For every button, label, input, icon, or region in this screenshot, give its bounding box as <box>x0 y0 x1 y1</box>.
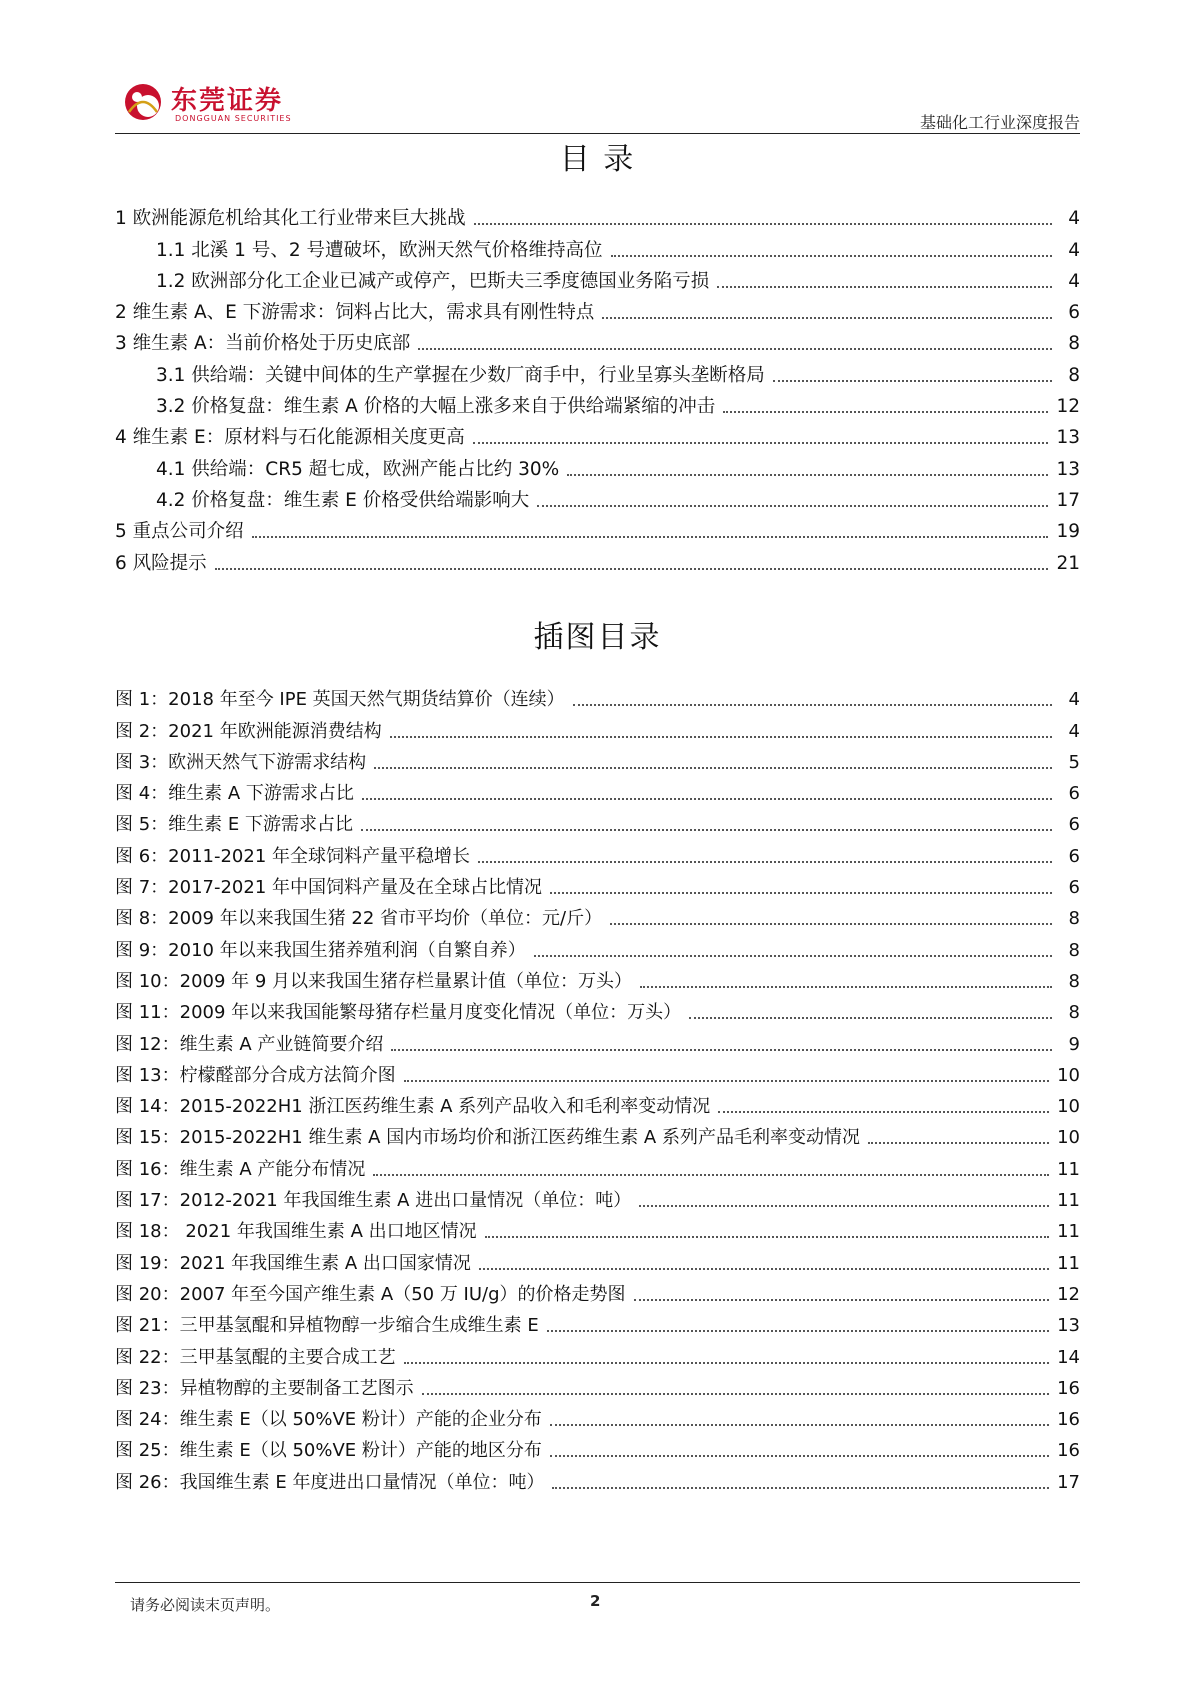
dot-leader <box>404 1362 1049 1364</box>
figure-entry[interactable] <box>115 1213 1080 1244</box>
toc-entry[interactable] <box>115 388 1080 419</box>
toc-entry-page: 12 <box>1056 396 1080 418</box>
figure-entry-label: 图 12：维生素 A 产业链简要介绍 <box>115 1033 384 1055</box>
figure-entry[interactable] <box>115 1025 1080 1056</box>
figure-entry-label: 图 4：维生素 A 下游需求占比 <box>115 783 354 805</box>
toc-entry[interactable] <box>115 231 1080 262</box>
figure-entry[interactable] <box>115 900 1080 931</box>
figure-entry-label: 图 7：2017-2021 年中国饲料产量及在全球占比情况 <box>115 877 543 899</box>
figure-entry[interactable] <box>115 994 1080 1025</box>
figure-entry[interactable] <box>115 712 1080 743</box>
dot-leader <box>723 411 1048 413</box>
figure-entry[interactable] <box>115 1370 1080 1401</box>
figure-entry-label: 图 19：2021 年我国维生素 A 出口国家情况 <box>115 1252 471 1274</box>
figure-entry-page: 8 <box>1068 908 1080 930</box>
toc-entry-page: 4 <box>1068 208 1080 230</box>
figure-entry[interactable] <box>115 931 1080 962</box>
dot-leader <box>773 380 1052 382</box>
figure-entry-label: 图 14：2015-2022H1 浙江医药维生素 A 系列产品收入和毛利率变动情况 <box>115 1096 711 1118</box>
toc-entry-page: 8 <box>1068 364 1080 386</box>
figure-entry-label: 图 10：2009 年 9 月以来我国生猪存栏量累计值（单位：万头） <box>115 970 633 992</box>
dot-leader <box>717 286 1052 288</box>
figure-entry-page: 14 <box>1057 1346 1080 1368</box>
dot-leader <box>404 1080 1049 1082</box>
dot-leader <box>373 1174 1049 1176</box>
brand-name-en: DONGGUAN SECURITIES <box>175 114 292 123</box>
toc-list <box>115 200 1080 576</box>
dot-leader <box>868 1142 1049 1144</box>
figure-entry-label: 图 9：2010 年以来我国生猪养殖利润（自繁自养） <box>115 939 526 961</box>
toc-entry-page: 6 <box>1068 302 1080 324</box>
toc-title: 目 录 <box>559 142 636 177</box>
figure-entry[interactable] <box>115 1338 1080 1369</box>
figure-entry[interactable] <box>115 1088 1080 1119</box>
figure-entry-label: 图 16：维生素 A 产能分布情况 <box>115 1158 366 1180</box>
toc-entry-page: 13 <box>1056 458 1080 480</box>
brand-name-cn: 东莞证券 <box>171 86 284 116</box>
figure-entry-page: 16 <box>1057 1377 1080 1399</box>
dot-leader <box>550 1455 1049 1457</box>
dot-leader <box>361 829 1052 831</box>
toc-entry-page: 19 <box>1056 521 1080 543</box>
figure-entry[interactable] <box>115 1119 1080 1150</box>
brand-logo <box>115 78 315 130</box>
figure-entry-page: 10 <box>1057 1064 1080 1086</box>
figure-entry-label: 图 24：维生素 E（以 50%VE 粉计）产能的企业分布 <box>115 1409 542 1431</box>
toc-entry-page: 4 <box>1068 239 1080 261</box>
figure-entry-label: 图 5：维生素 E 下游需求占比 <box>115 814 353 836</box>
dot-leader <box>479 1268 1049 1270</box>
figure-entry[interactable] <box>115 1401 1080 1432</box>
dot-leader <box>362 798 1052 800</box>
figure-entry[interactable] <box>115 744 1080 775</box>
dot-leader <box>534 955 1052 957</box>
dot-leader <box>474 223 1052 225</box>
figure-entry-page: 8 <box>1068 939 1080 961</box>
toc-entry-label: 2 维生素 A、E 下游需求：饲料占比大，需求具有刚性特点 <box>115 302 595 324</box>
toc-entry[interactable] <box>115 294 1080 325</box>
figure-entry[interactable] <box>115 806 1080 837</box>
figure-entry-label: 图 3：欧洲天然气下游需求结构 <box>115 751 367 773</box>
figure-entry-label: 图 22：三甲基氢醌的主要合成工艺 <box>115 1346 396 1368</box>
figure-entry-page: 11 <box>1057 1158 1080 1180</box>
figure-list-title: 插图目录 <box>533 620 662 655</box>
dot-leader <box>552 1487 1049 1489</box>
dot-leader <box>634 1299 1050 1301</box>
toc-entry-page: 4 <box>1068 270 1080 292</box>
toc-entry-page: 8 <box>1068 333 1080 355</box>
figure-entry-page: 10 <box>1057 1127 1080 1149</box>
dot-leader <box>567 474 1048 476</box>
dot-leader <box>639 1205 1049 1207</box>
dot-leader <box>602 317 1052 319</box>
dot-leader <box>422 1393 1049 1395</box>
figure-entry-label: 图 11：2009 年以来我国能繁母猪存栏量月度变化情况（单位：万头） <box>115 1002 682 1024</box>
figure-entry[interactable] <box>115 837 1080 868</box>
figure-entry[interactable] <box>115 1057 1080 1088</box>
toc-entry-label: 3 维生素 A：当前价格处于历史底部 <box>115 333 411 355</box>
footer-divider <box>115 1582 1080 1583</box>
dot-leader <box>550 892 1052 894</box>
toc-entry[interactable] <box>115 263 1080 294</box>
dot-leader <box>537 505 1048 507</box>
figure-entry-label: 图 6：2011-2021 年全球饲料产量平稳增长 <box>115 845 471 867</box>
figure-entry-page: 4 <box>1068 720 1080 742</box>
figure-entry-label: 图 23：异植物醇的主要制备工艺图示 <box>115 1377 414 1399</box>
figure-entry-page: 6 <box>1068 845 1080 867</box>
dot-leader <box>418 348 1052 350</box>
figure-entry[interactable] <box>115 1432 1080 1463</box>
figure-entry-label: 图 1：2018 年至今 IPE 英国天然气期货结算价（连续） <box>115 689 565 711</box>
figure-entry-page: 9 <box>1068 1033 1080 1055</box>
figure-entry[interactable] <box>115 869 1080 900</box>
dot-leader <box>390 736 1052 738</box>
dot-leader <box>374 767 1052 769</box>
figure-entry-label: 图 8：2009 年以来我国生猪 22 省市平均价（单位：元/斤） <box>115 908 603 930</box>
figure-entry-page: 6 <box>1068 783 1080 805</box>
figure-entry-page: 16 <box>1057 1440 1080 1462</box>
figure-entry-label: 图 20：2007 年至今国产维生素 A（50 万 IU/g）的价格走势图 <box>115 1283 626 1305</box>
toc-entry-label: 5 重点公司介绍 <box>115 521 244 543</box>
figure-entry-label: 图 25：维生素 E（以 50%VE 粉计）产能的地区分布 <box>115 1440 542 1462</box>
page-header <box>115 78 1080 134</box>
toc-entry-page: 17 <box>1056 489 1080 511</box>
figure-entry[interactable] <box>115 1463 1080 1494</box>
dot-leader <box>473 442 1049 444</box>
report-type: 基础化工行业深度报告 <box>919 113 1080 132</box>
toc-entry-page: 13 <box>1056 427 1080 449</box>
dot-leader <box>478 861 1052 863</box>
toc-entry[interactable] <box>115 482 1080 513</box>
figure-entry-page: 6 <box>1068 877 1080 899</box>
figure-entry[interactable] <box>115 963 1080 994</box>
dot-leader <box>573 704 1052 706</box>
figure-entry-label: 图 21：三甲基氢醌和异植物醇一步缩合生成维生素 E <box>115 1315 539 1337</box>
figure-entry-page: 5 <box>1068 751 1080 773</box>
toc-entry-page: 21 <box>1056 552 1080 574</box>
dot-leader <box>640 986 1052 988</box>
dot-leader <box>550 1424 1049 1426</box>
figure-entry-page: 17 <box>1057 1471 1080 1493</box>
dot-leader <box>215 568 1049 570</box>
toc-entry-label: 1 欧洲能源危机给其化工行业带来巨大挑战 <box>115 208 466 230</box>
toc-entry-label: 4.1 供给端：CR5 超七成，欧洲产能占比约 30% <box>156 458 560 480</box>
toc-entry-label: 3.1 供给端：关键中间体的生产掌握在少数厂商手中，行业呈寡头垄断格局 <box>156 364 765 386</box>
toc-entry[interactable] <box>115 419 1080 450</box>
dot-leader <box>252 536 1049 538</box>
figure-entry[interactable] <box>115 1244 1080 1275</box>
figure-entry-page: 13 <box>1057 1315 1080 1337</box>
dot-leader <box>547 1330 1049 1332</box>
figure-entry-label: 图 17：2012-2021 年我国维生素 A 进出口量情况（单位：吨） <box>115 1190 632 1212</box>
figure-entry-page: 8 <box>1068 970 1080 992</box>
figure-entry-label: 图 15：2015-2022H1 维生素 A 国内市场均价和浙江医药维生素 A 系列产品毛利率变动情况 <box>115 1127 860 1149</box>
figure-entry-label: 图 2：2021 年欧洲能源消费结构 <box>115 720 382 742</box>
brand-logo-icon <box>123 82 163 122</box>
dot-leader <box>718 1111 1049 1113</box>
toc-entry[interactable] <box>115 450 1080 481</box>
toc-entry[interactable] <box>115 513 1080 544</box>
figure-entry-label: 图 13：柠檬醛部分合成方法简介图 <box>115 1064 396 1086</box>
figure-entry-page: 4 <box>1068 689 1080 711</box>
dot-leader <box>610 923 1052 925</box>
figure-entry[interactable] <box>115 1276 1080 1307</box>
figure-entry-label: 图 18： 2021 年我国维生素 A 出口地区情况 <box>115 1221 477 1243</box>
figure-entry[interactable] <box>115 1307 1080 1338</box>
toc-entry-label: 3.2 价格复盘：维生素 A 价格的大幅上涨多来自于供给端紧缩的冲击 <box>156 396 716 418</box>
figure-entry[interactable] <box>115 775 1080 806</box>
toc-entry-label: 4.2 价格复盘：维生素 E 价格受供给端影响大 <box>156 489 530 511</box>
figure-entry-page: 11 <box>1057 1252 1080 1274</box>
toc-entry-label: 1.1 北溪 1 号、2 号遭破坏，欧洲天然气价格维持高位 <box>156 239 603 261</box>
toc-entry-label: 6 风险提示 <box>115 552 207 574</box>
figure-entry-page: 11 <box>1057 1190 1080 1212</box>
dot-leader <box>689 1017 1052 1019</box>
figure-list <box>115 681 1080 1495</box>
figure-entry[interactable] <box>115 681 1080 712</box>
toc-entry[interactable] <box>115 200 1080 231</box>
figure-entry[interactable] <box>115 1182 1080 1213</box>
figure-entry-page: 16 <box>1057 1409 1080 1431</box>
toc-entry[interactable] <box>115 356 1080 387</box>
toc-entry-label: 1.2 欧洲部分化工企业已减产或停产，巴斯夫三季度德国业务陷亏损 <box>156 270 710 292</box>
footer-disclaimer: 请务必阅读末页声明。 <box>130 1596 281 1614</box>
dot-leader <box>391 1049 1052 1051</box>
figure-entry-label: 图 26：我国维生素 E 年度进出口量情况（单位：吨） <box>115 1471 545 1493</box>
dot-leader <box>485 1236 1049 1238</box>
figure-entry[interactable] <box>115 1150 1080 1181</box>
dot-leader <box>611 255 1053 257</box>
figure-entry-page: 6 <box>1068 814 1080 836</box>
toc-entry[interactable] <box>115 544 1080 575</box>
toc-entry-label: 4 维生素 E：原材料与石化能源相关度更高 <box>115 427 465 449</box>
figure-entry-page: 8 <box>1068 1002 1080 1024</box>
figure-entry-page: 11 <box>1057 1221 1080 1243</box>
page-number: 2 <box>590 1592 601 1610</box>
figure-entry-page: 12 <box>1057 1283 1080 1305</box>
toc-entry[interactable] <box>115 325 1080 356</box>
figure-entry-page: 10 <box>1057 1096 1080 1118</box>
